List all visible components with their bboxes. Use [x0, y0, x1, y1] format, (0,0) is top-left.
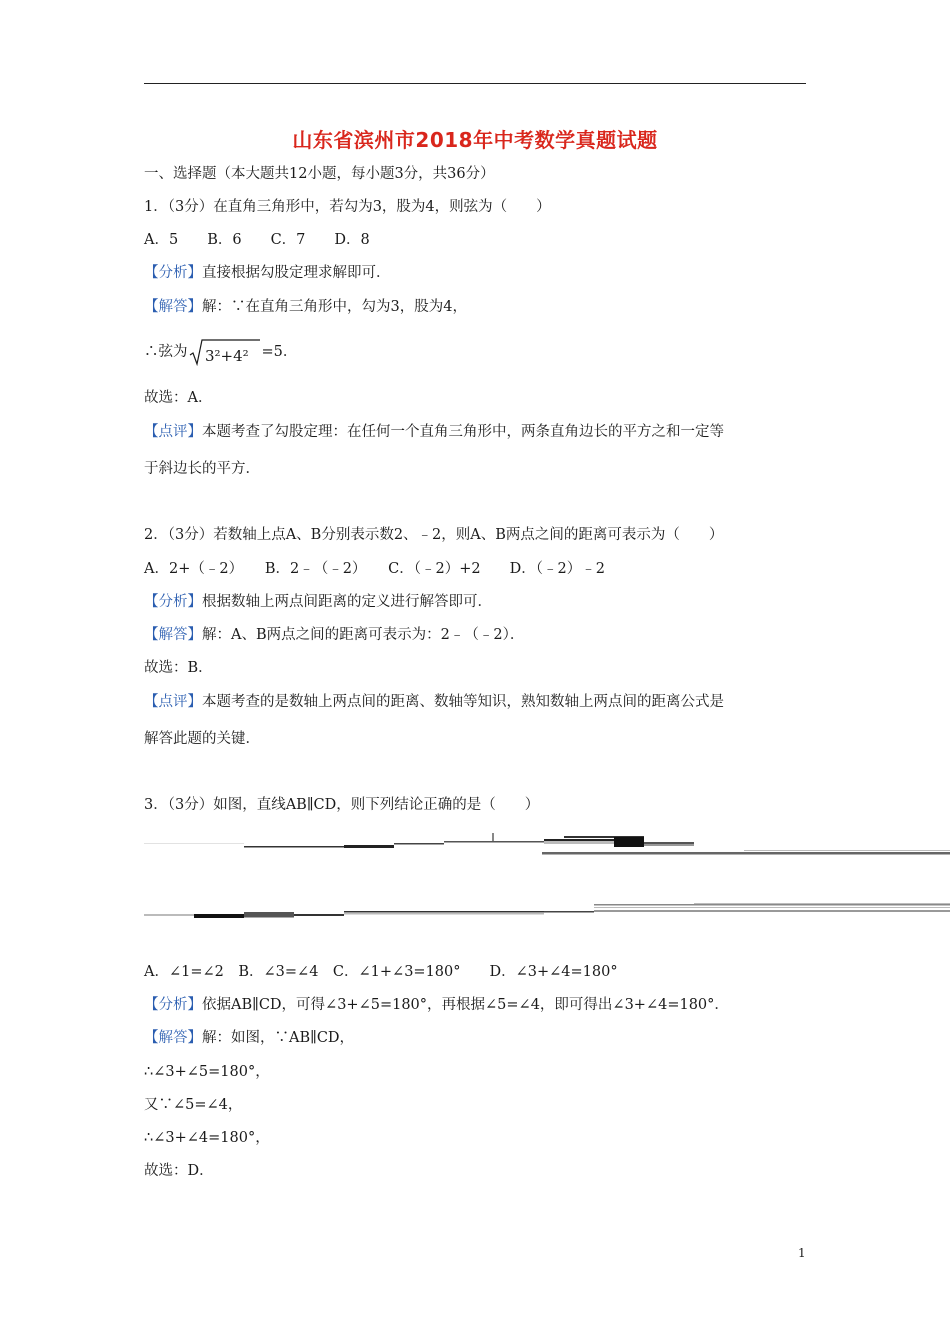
- analysis-tag: 【分析】: [144, 997, 202, 1013]
- q3-options: A．∠1=∠2 B．∠3=∠4 C．∠1+∠3=180° D．∠3+∠4=180°: [144, 964, 618, 980]
- radical-sign-icon: [189, 338, 261, 366]
- q2-solution: [144, 625, 524, 645]
- q1-step: [144, 338, 297, 366]
- document-title: 山东省滨州市2018年中考数学真题试题: [292, 128, 658, 152]
- q3-analysis: [144, 995, 729, 1015]
- solution-tag: 【解答】: [144, 627, 202, 643]
- analysis-tag: 【分析】: [144, 265, 202, 281]
- q3-step-1: ∴∠3+∠5=180°，: [144, 1064, 270, 1080]
- q1-options: A．5 B．6 C．7 D．8: [144, 232, 370, 248]
- q3-solution-text: 解：如图，∵AB∥CD，: [202, 1030, 355, 1046]
- q1-comment-text: 本题考查了勾股定理：在任何一个直角三角形中，两条直角边长的平方之和一定等: [202, 424, 724, 440]
- comment-tag: 【点评】: [144, 424, 202, 440]
- radicand: 3²+4²: [204, 347, 249, 365]
- q1-comment: [144, 422, 724, 442]
- q3-analysis-text: 依据AB∥CD，可得∠3+∠5=180°，再根据∠5=∠4，即可得出∠3+∠4=180°．: [202, 997, 729, 1013]
- parallel-lines-figure: [144, 828, 950, 924]
- q2-analysis-text: 根据数轴上两点间距离的定义进行解答即可．: [202, 594, 492, 610]
- q3-solution: [144, 1028, 354, 1048]
- q2-comment-continued: 解答此题的关键．: [144, 731, 260, 747]
- q1-answer: 故选：A．: [144, 390, 213, 406]
- line-cd: [144, 903, 950, 918]
- q1-analysis-text: 直接根据勾股定理求解即可．: [202, 265, 391, 281]
- parallel-lines-diagram: [144, 828, 950, 924]
- q2-comment: [144, 692, 724, 712]
- section-heading: 一、选择题（本大题共12小题，每小题3分，共36分）: [144, 166, 495, 182]
- q2-answer: 故选：B．: [144, 660, 213, 676]
- q1-solution: [144, 297, 467, 317]
- q3-answer: 故选：D．: [144, 1163, 214, 1179]
- solution-tag: 【解答】: [144, 299, 202, 315]
- comment-tag: 【点评】: [144, 694, 202, 710]
- q1-step-suffix: =5．: [261, 344, 298, 360]
- q1-stem: 1．（3分）在直角三角形中，若勾为3，股为4，则弦为（ ）: [144, 199, 551, 215]
- q2-stem: 2．（3分）若数轴上点A、B分别表示数2、﹣2，则A、B两点之间的距离可表示为（ ）: [144, 527, 724, 543]
- q3-stem: 3．（3分）如图，直线AB∥CD，则下列结论正确的是（ ）: [144, 797, 540, 813]
- q2-analysis: [144, 592, 492, 612]
- q1-comment-continued: 于斜边长的平方．: [144, 461, 260, 477]
- q1-analysis: [144, 263, 391, 283]
- q2-comment-text: 本题考查的是数轴上两点间的距离、数轴等知识，熟知数轴上两点间的距离公式是: [202, 694, 724, 710]
- q1-step-prefix: ∴弦为: [144, 344, 188, 360]
- q2-options: A．2+（﹣2） B．2﹣（﹣2） C．（﹣2）+2 D．（﹣2）﹣2: [144, 561, 605, 577]
- square-root-expression: [189, 338, 261, 366]
- q3-step-2: 又∵∠5=∠4，: [144, 1097, 243, 1113]
- q3-step-3: ∴∠3+∠4=180°，: [144, 1130, 270, 1146]
- q2-solution-text: 解：A、B两点之间的距离可表示为：2﹣（﹣2）．: [202, 627, 525, 643]
- header-rule: [144, 83, 806, 84]
- line-ab: [144, 833, 950, 855]
- page-number: 1: [798, 1246, 806, 1260]
- analysis-tag: 【分析】: [144, 594, 202, 610]
- solution-tag: 【解答】: [144, 1030, 202, 1046]
- q1-solution-text: 解：∵在直角三角形中，勾为3，股为4，: [202, 299, 467, 315]
